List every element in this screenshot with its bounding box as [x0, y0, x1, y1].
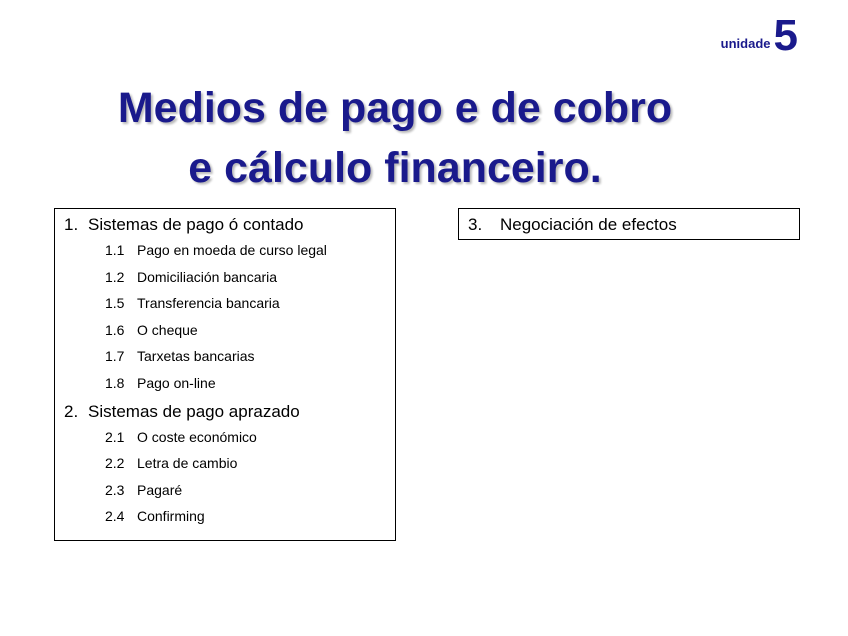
section-label: Negociación de efectos [500, 215, 677, 234]
outline-box-left [54, 208, 396, 541]
sub-item [64, 347, 395, 365]
sub-item-number: 2.1 [105, 428, 125, 445]
section-number: 1. [64, 215, 79, 234]
sub-list-2 [64, 428, 395, 526]
sub-item-label: Letra de cambio [137, 455, 238, 472]
sub-item-label: Confirming [137, 508, 205, 525]
unit-label: unidade [720, 36, 771, 51]
section-heading-1 [64, 214, 395, 236]
sub-item [64, 268, 395, 286]
sub-item-number: 2.4 [105, 508, 125, 525]
sub-item-label: Domiciliación bancaria [137, 268, 278, 285]
sub-item [64, 374, 395, 392]
sub-item-number: 1.8 [105, 374, 125, 391]
sub-item-label: Pagaré [137, 481, 183, 498]
sub-item-label: Tarxetas bancarias [137, 348, 255, 365]
sub-item [64, 428, 395, 446]
sub-item-number: 2.2 [105, 455, 125, 472]
sub-item-label: Pago on-line [137, 374, 216, 391]
section-number: 3. [468, 215, 483, 234]
outline-box-right [458, 208, 800, 240]
sub-item-number: 1.6 [105, 321, 125, 338]
sub-item [64, 321, 395, 339]
sub-item [64, 507, 395, 525]
sub-item-label: O cheque [137, 321, 198, 338]
section-number: 2. [64, 401, 79, 421]
sub-list-1 [64, 241, 395, 392]
section-label: Sistemas de pago ó contado [88, 215, 304, 234]
unit-number: 5 [773, 11, 798, 60]
slide-title-line-2: e cálculo financeiro. [188, 144, 602, 192]
sub-item-number: 1.7 [105, 348, 125, 365]
sub-item [64, 241, 395, 259]
sub-item-label: O coste económico [137, 428, 257, 445]
sub-item-number: 1.2 [105, 268, 125, 285]
sub-item-label: Transferencia bancaria [137, 295, 280, 312]
slide-title [0, 78, 790, 198]
sub-item-label: Pago en moeda de curso legal [137, 242, 327, 258]
section-heading-2 [64, 401, 395, 423]
section-heading-3 [468, 214, 799, 236]
sub-item [64, 454, 395, 472]
unit-badge [720, 11, 798, 60]
sub-item [64, 481, 395, 499]
section-label: Sistemas de pago aprazado [88, 401, 300, 421]
sub-item-number: 1.5 [105, 295, 125, 312]
sub-item [64, 294, 395, 312]
sub-item-number: 1.1 [105, 242, 125, 258]
slide-title-line-1: Medios de pago e de cobro [117, 84, 673, 132]
sub-item-number: 2.3 [105, 481, 125, 498]
